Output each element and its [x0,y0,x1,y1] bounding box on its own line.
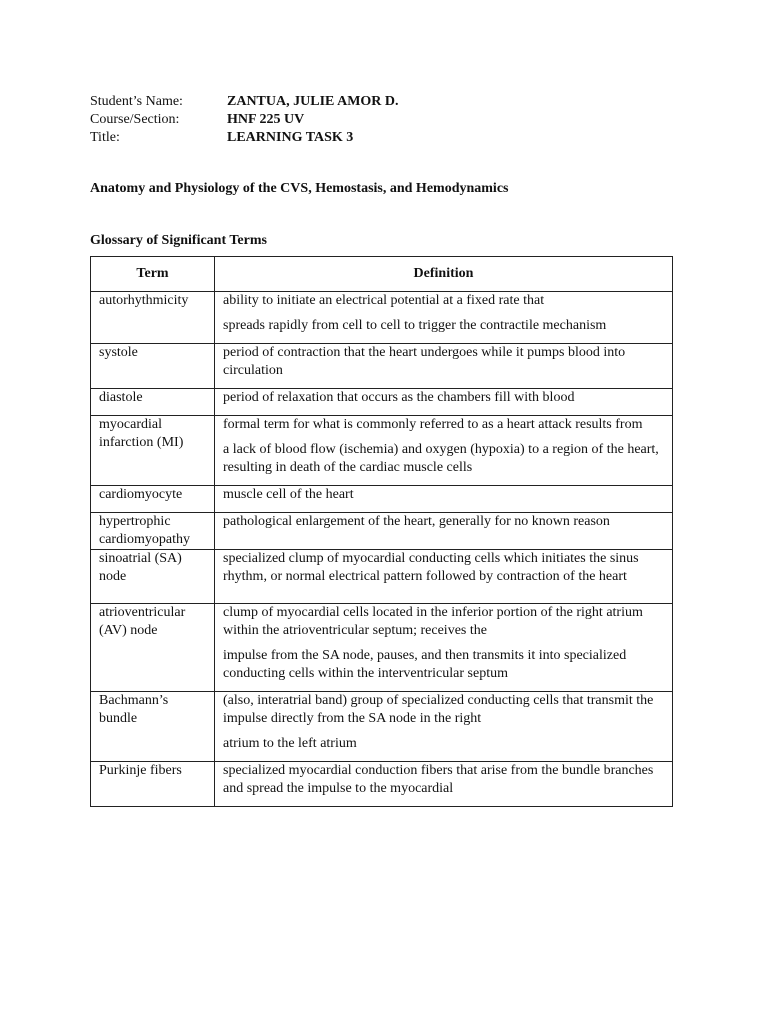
student-name-row [90,93,399,111]
table-row [91,344,673,389]
table-row [91,604,673,692]
definition-text: pathological enlargement of the heart, generally for no known reason [223,514,610,529]
table-row [91,389,673,416]
definition-cell [215,550,673,604]
definition-text: impulse from the SA node, pauses, and then transmits it into specialized conducting cells within the interventricular septum [223,648,627,681]
definition-text: formal term for what is commonly referred to as a heart attack results from [223,417,643,432]
table-header-row [91,257,673,292]
term-cell: Purkinje fibers [91,762,215,807]
table-row [91,416,673,486]
term-cell: sinoatrial (SA) node [91,550,215,604]
definition-cell [215,292,673,344]
definition-text: a lack of blood flow (ischemia) and oxygen (hypoxia) to a region of the heart, resulting in death of the cardiac muscle cells [223,442,659,475]
glossary-heading: Glossary of Significant Terms [90,233,267,248]
term-cell: diastole [91,389,215,416]
term-cell: cardiomyocyte [91,486,215,513]
term-cell: Bachmann’s bundle [91,692,215,762]
table-row [91,513,673,550]
term-cell: myocardial infarction (MI) [91,416,215,486]
definition-cell [215,344,673,389]
term-column-header: Term [91,257,215,292]
definition-text: atrium to the left atrium [223,736,357,751]
glossary-table [90,256,673,807]
term-cell: atrioventricular (AV) node [91,604,215,692]
student-info-block [90,93,399,147]
definition-cell [215,604,673,692]
table-row [91,762,673,807]
table-row [91,486,673,513]
definition-column-header: Definition [215,257,673,292]
definition-text: spreads rapidly from cell to cell to trigger the contractile mechanism [223,318,607,333]
definition-text: clump of myocardial cells located in the inferior portion of the right atrium within the atrioventricular septum; receives the [223,605,643,638]
table-row [91,550,673,604]
definition-text: (also, interatrial band) group of specialized conducting cells that transmit the impulse directly from the SA node in the right [223,693,654,726]
table-row [91,292,673,344]
definition-text: specialized myocardial conduction fibers that arise from the bundle branches and spread the impulse to the myocardial [223,763,654,796]
definition-text: period of relaxation that occurs as the chambers fill with blood [223,390,575,405]
course-section-value: HNF 225 UV [227,112,305,127]
definition-text: muscle cell of the heart [223,487,354,502]
title-value: LEARNING TASK 3 [227,130,354,145]
course-section-label: Course/Section: [90,112,180,127]
student-name-value: ZANTUA, JULIE AMOR D. [227,94,399,109]
definition-text: specialized clump of myocardial conducting cells which initiates the sinus rhythm, or normal electrical pattern followed by contraction of the heart [223,551,639,584]
term-cell: hypertrophic cardiomyopathy [91,513,215,550]
definition-cell [215,486,673,513]
course-section-row [90,111,399,129]
title-row [90,129,399,147]
term-cell: systole [91,344,215,389]
definition-cell [215,416,673,486]
definition-cell [215,762,673,807]
definition-cell [215,389,673,416]
title-label: Title: [90,130,120,145]
term-cell: autorhythmicity [91,292,215,344]
definition-text: period of contraction that the heart undergoes while it pumps blood into circulation [223,345,626,378]
definition-cell [215,692,673,762]
document-heading: Anatomy and Physiology of the CVS, Hemostasis, and Hemodynamics [90,181,509,196]
definition-cell [215,513,673,550]
definition-text: ability to initiate an electrical potential at a fixed rate that [223,293,545,308]
student-name-label: Student’s Name: [90,94,183,109]
table-row [91,692,673,762]
